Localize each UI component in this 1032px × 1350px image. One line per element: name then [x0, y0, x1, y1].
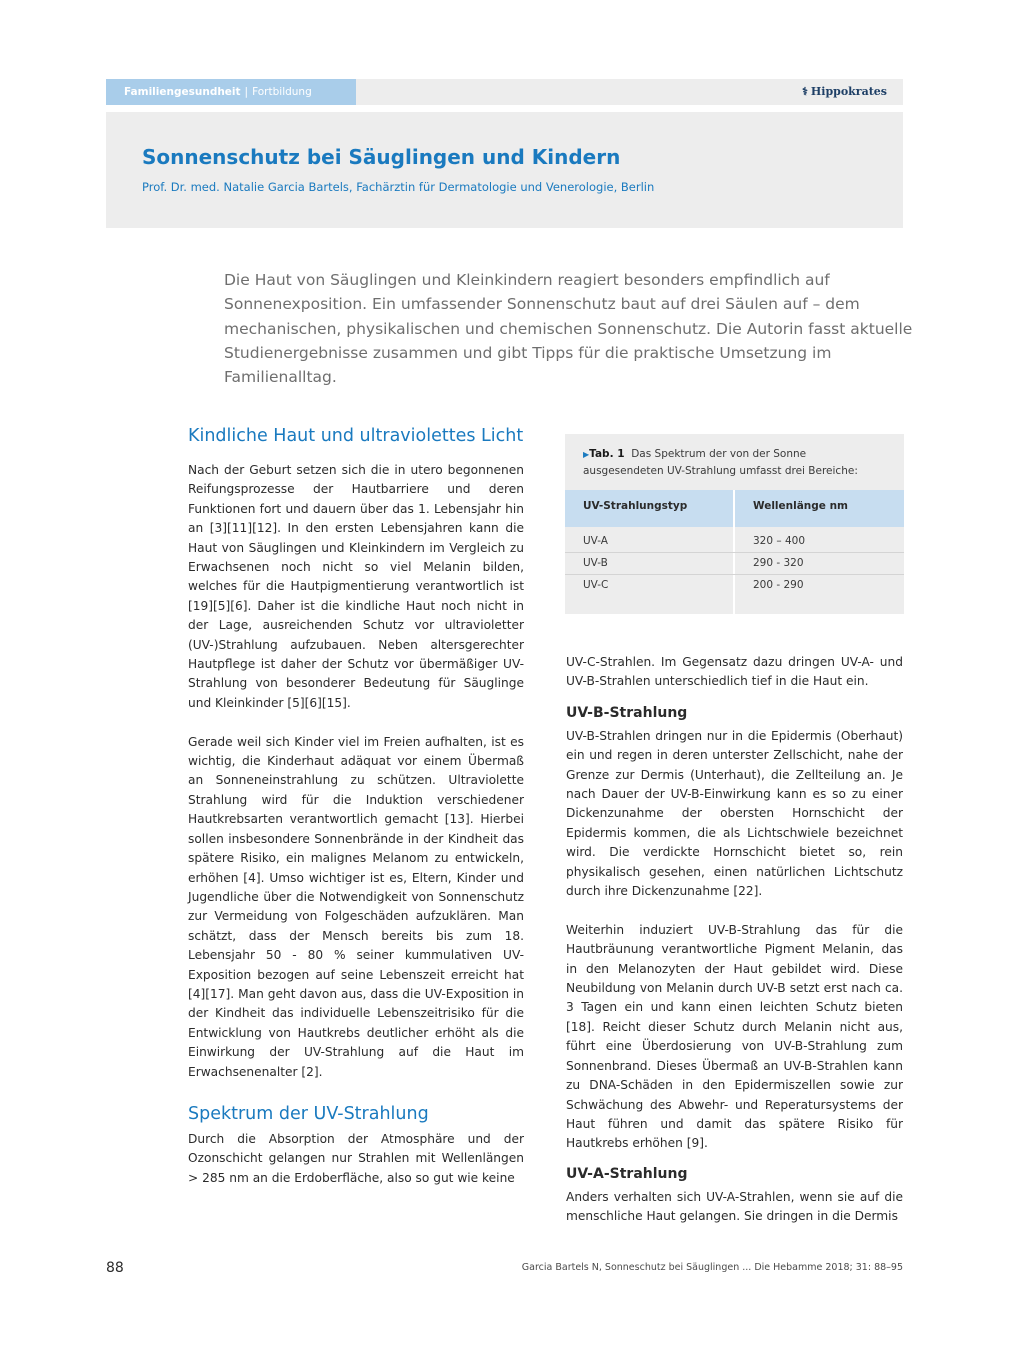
table-caption [583, 446, 888, 479]
hippokrates-logo-icon: ⚕ [801, 85, 808, 98]
brand-name: Hippokrates [810, 85, 887, 98]
page-number: 88 [106, 1260, 124, 1276]
table-row [565, 531, 904, 553]
article-title: Sonnenschutz bei Säuglingen und Kindern [142, 145, 621, 169]
heading-kindliche-haut: Kindliche Haut und ultraviolettes Licht [188, 426, 524, 446]
table-header-cell: Wellenlänge nm [753, 500, 848, 512]
heading-spektrum: Spektrum der UV-Strahlung [188, 1103, 429, 1124]
table-cell: UV-A [583, 535, 608, 547]
left-column [188, 424, 524, 1188]
section-name: Familiengesundheit [124, 86, 241, 98]
table-cell: UV-C [583, 579, 609, 591]
subsection-name: Fortbildung [252, 86, 312, 98]
table-row [565, 575, 904, 596]
table-caption-text: Das Spektrum der von der Sonne ausgesendeten UV-Strahlung umfasst drei Bereiche: [583, 448, 858, 477]
table-cell: 320 – 400 [753, 535, 806, 547]
table-row [565, 553, 904, 575]
citation-footer: Garcia Bartels N, Sonneschutz bei Säuglingen ... Die Hebamme 2018; 31: 88–95 [521, 1262, 903, 1273]
triangle-right-icon: ▶ [583, 450, 590, 459]
table-cell: 200 - 290 [753, 579, 804, 591]
running-header [106, 79, 903, 105]
paragraph: Durch die Absorption der Atmosphäre und der Ozonschicht gelangen nur Strahlen mit Wellenlängen > 285 nm an die Erdoberfläche, also so gut wie keine [188, 1131, 524, 1185]
title-box [106, 112, 903, 228]
table-uv-spectrum [565, 434, 904, 614]
right-column [566, 653, 903, 1227]
article-author: Prof. Dr. med. Natalie Garcia Bartels, Fachärztin für Dermatologie und Venerologie, Berlin [142, 180, 655, 194]
paragraph: Anders verhalten sich UV-A-Strahlen, wenn sie auf die menschliche Haut gelangen. Sie dringen in die Dermis [566, 1189, 903, 1224]
heading-uv-b: UV-B-Strahlung [566, 704, 688, 721]
paragraph: Weiterhin induziert UV-B-Strahlung das für die Hautbräunung verantwortliche Pigment Melanin, das in den Melanozyten der Haut gebildet wird. Diese Neubildung von Melanin durch UV-B setzt erst nach ca. 3 Tagen ein und kann einen leichten Schutz bieten [18]. Reicht dieser Schutz durch Melanin nicht aus, führt eine Überdosierung von UV-B-Strahlung zum Sonnenbrand. Dieses Übermaß an UV-B-Strahlen kann zu DNA-Schäden in den Epidermiszellen sowie zur Schwächung des Abwehr- und Reperatursystems der Haut führen und damit das spätere Risiko für Hautkrebs erhöhen [9]. [566, 922, 903, 1151]
paragraph: UV-B-Strahlen dringen nur in die Epidermis (Oberhaut) ein und regen in deren unterster Zellschicht, nahe der Grenze zur Dermis (Unterhaut), die Zellteilung an. Je nach Dauer der UV-B-Einwirkung kann es so zu einer Dickenzunahme der obersten Hornschicht der Epidermis kommen, die als Lichtschwiele bezeichnet wird. Die verdickte Hornschicht bietet so, rein physikalisch gesehen, einen natürlichen Lichtschutz durch ihre Dickenzunahme [22]. [566, 728, 903, 899]
section-separator: | [244, 86, 249, 98]
table-body [565, 531, 904, 596]
table-cell: UV-B [583, 557, 608, 569]
paragraph: Nach der Geburt setzen sich die in utero begonnenen Reifungsprozesse der Hautbarriere und deren Funktionen fort und dauern über das 1. Lebensjahr hin an [3][11][12]. In den ersten Lebensjahren kann die Haut von Säuglingen und Kleinkindern im Vergleich zu Erwachsenen noch nicht so viel Melanin bilden, welches für die Hautpigmentierung verantwortlich ist [19][5][6]. Daher ist die kindliche Haut noch nicht in der Lage, ausreichenden Schutz vor ultravioletter (UV-)Strahlung aufzubauen. Neben altersgerechter Hautpflege ist daher der Schutz vor übermäßiger UV-Strahlung von besonderer Bedeutung für Säuglinge und Kleinkinder [5][6][15]. [188, 463, 524, 710]
publisher-brand [802, 79, 887, 105]
paragraph: Gerade weil sich Kinder viel im Freien aufhalten, ist es wichtig, die Kinderhaut adäquat vor einem Übermaß an Sonneneinstrahlung zu schützen. Ultraviolette Strahlung wird für die Induktion verschiedener Hautkrebsarten verantwortlich gemacht [13]. Hierbei sollen insbesondere Sonnenbrände in der Kindheit das spätere Risiko, ein malignes Melanom zu entwickeln, erhöhen [4]. Umso wichtiger ist es, Eltern, Kinder und Jugendliche über die Notwendigkeit von Sonnenschutz zur Vermeidung von Folgeschäden aufzuklären. Man schätzt, dass der Mensch bereits bis zum 18. Lebensjahr 50 - 80 % seiner kummulativen UV-Exposition bezogen auf seine Lebenszeit erreicht hat [4][17]. Man geht davon aus, dass die UV-Exposition in der Kindheit das individuelle Lebenszeitrisiko für die Entwicklung von Hautkrebs deutlicher erhöht als die Einwirkung der UV-Strahlung auf die Haut im Erwachsenenalter [2]. [188, 734, 524, 1079]
table-cell: 290 - 320 [753, 557, 804, 569]
table-header-cell: UV-Strahlungstyp [583, 500, 688, 512]
section-label [106, 79, 356, 105]
paragraph: UV-C-Strahlen. Im Gegensatz dazu dringen UV-A- und UV-B-Strahlen unterschiedlich tief in die Haut ein. [566, 655, 903, 689]
article-abstract: Die Haut von Säuglingen und Kleinkindern reagiert besonders empfindlich auf Sonnenexposition. Ein umfassender Sonnenschutz baut auf drei Säulen auf – dem mechanischen, physikalischen und chemischen Sonnenschutz. Die Autorin fasst aktuelle Studienergebnisse zusammen und gibt Tipps für die praktische Umsetzung im Familienalltag. [224, 271, 913, 387]
table-label: Tab. 1 [589, 448, 625, 460]
heading-uv-a: UV-A-Strahlung [566, 1165, 688, 1182]
